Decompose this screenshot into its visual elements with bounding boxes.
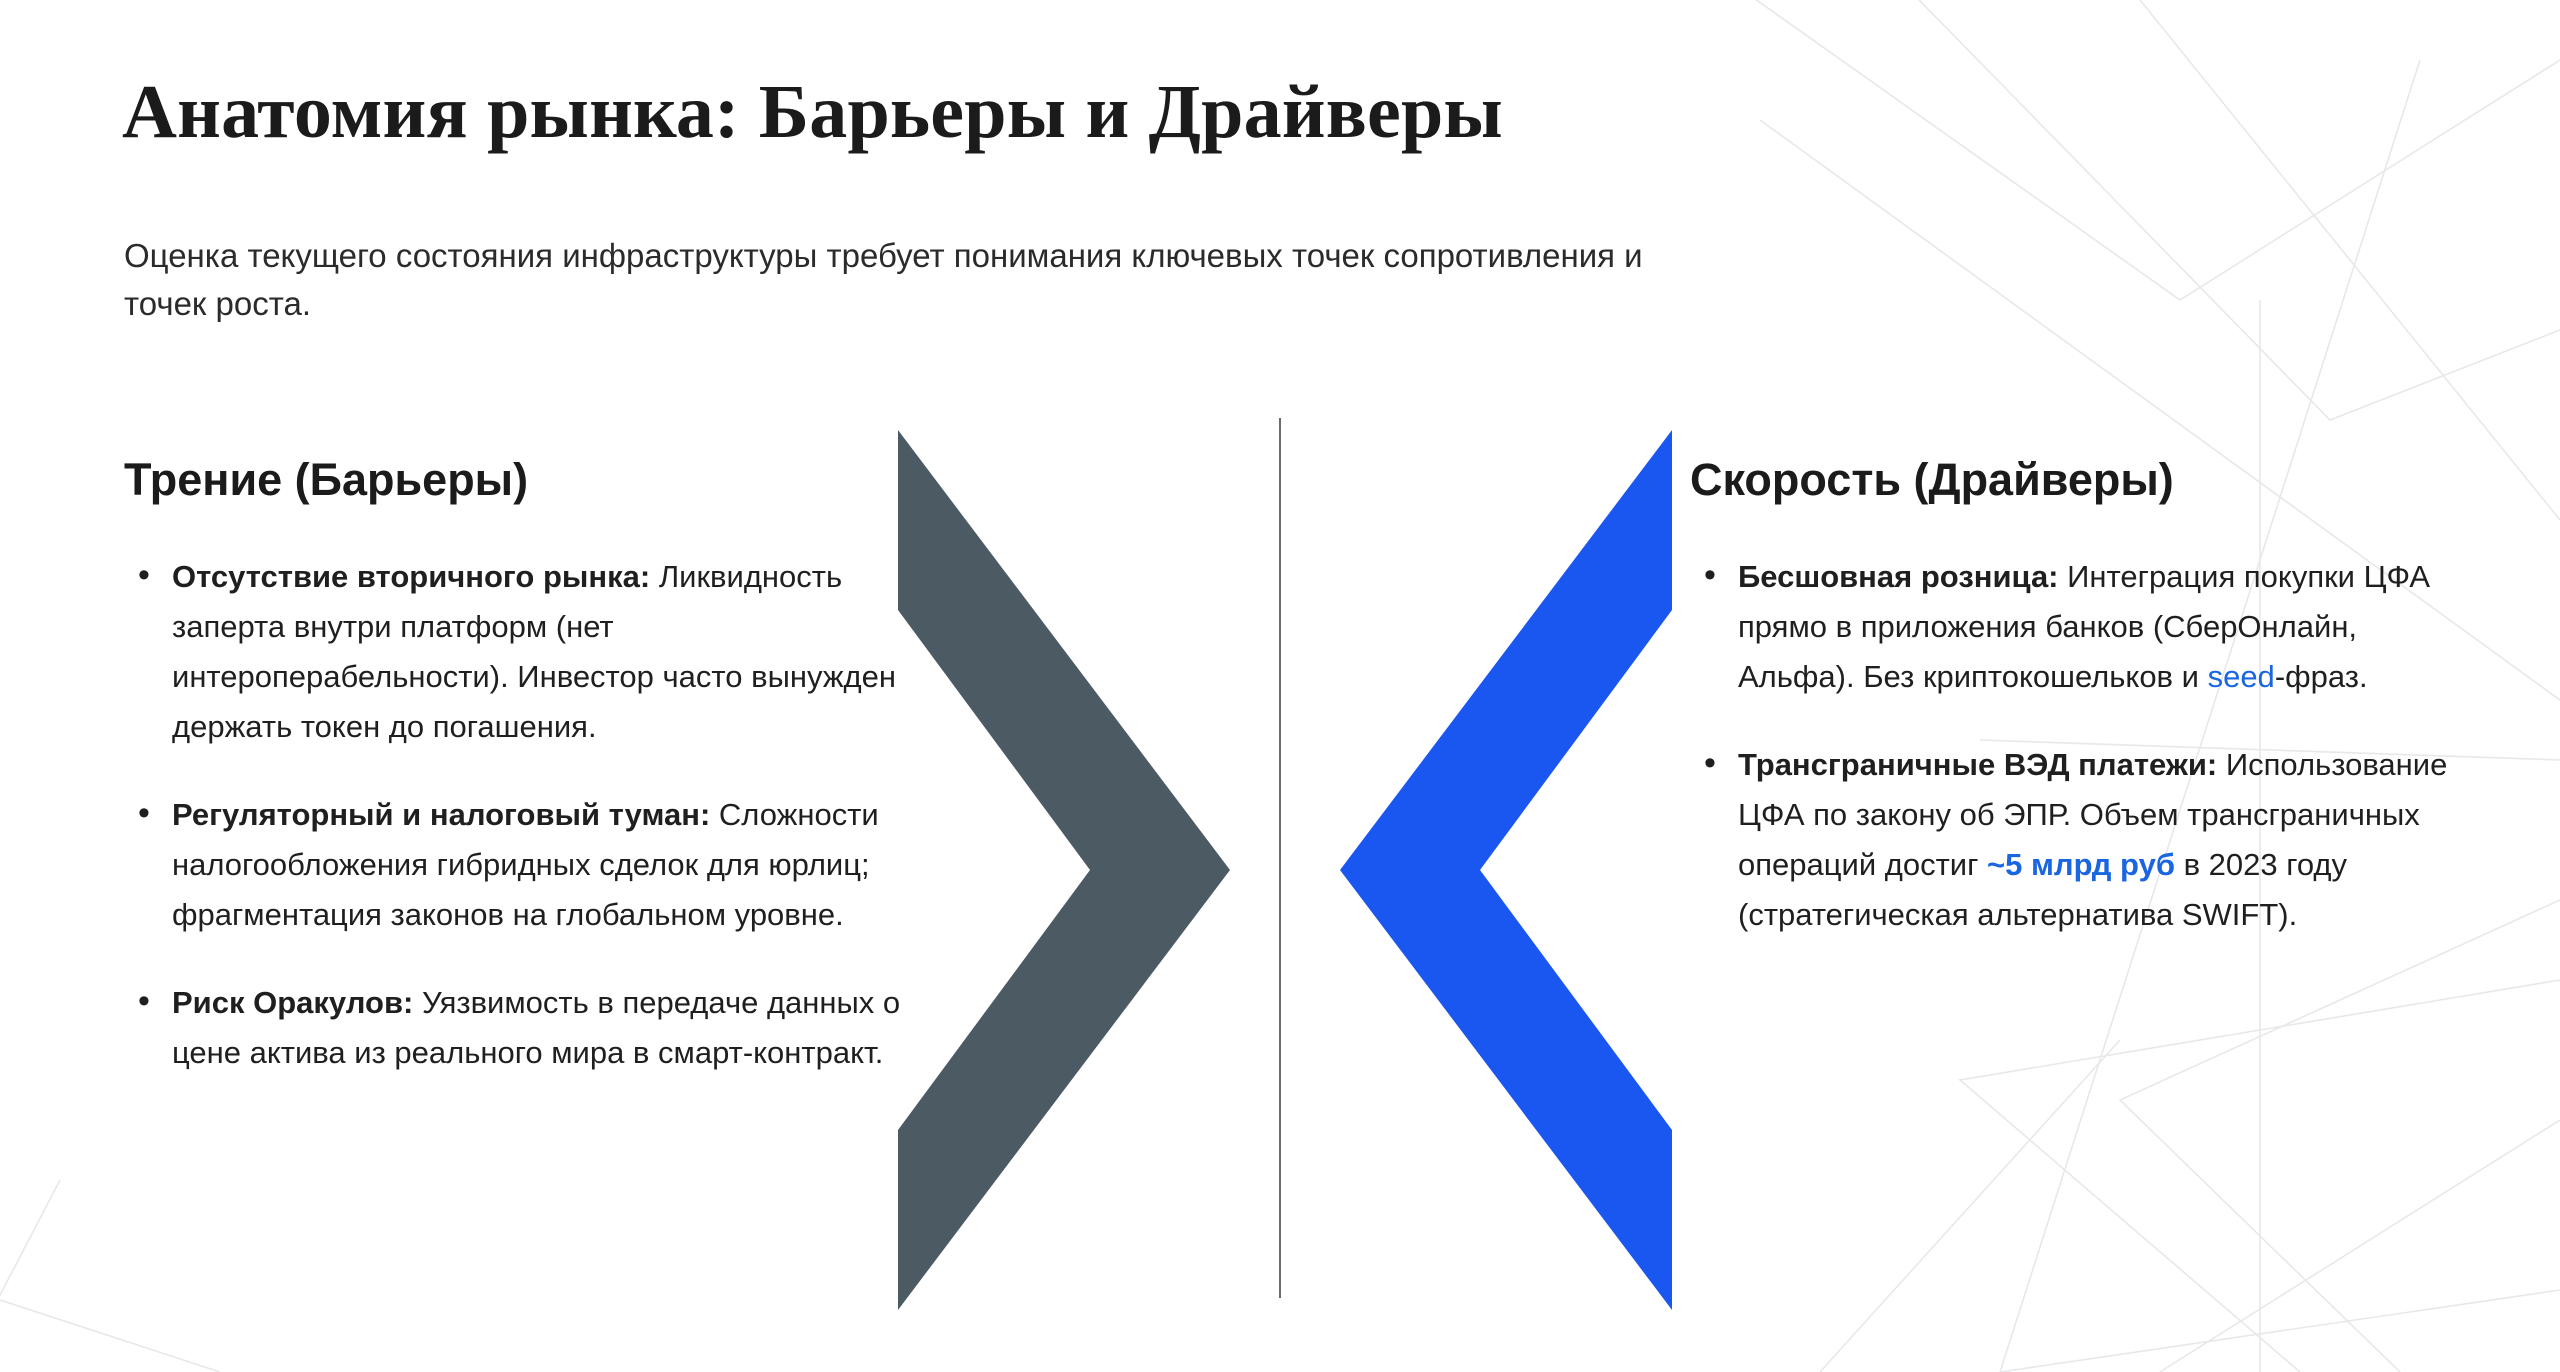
list-item (1690, 740, 2470, 940)
bullet-text-tail: в 2023 году (стратегическая альтернатива SWIFT). (1738, 847, 2348, 932)
bullet-text: Ликвидность заперта внутри платформ (нет интероперабельности). Инвестор часто вынужден держать токен до погашения. (172, 559, 897, 744)
list-item (1690, 552, 2470, 702)
bullet-term: Бесшовная розница: (1738, 559, 2059, 594)
bullet-text: Уязвимость в передаче данных о цене актива из реального мира в смарт-контракт. (172, 985, 901, 1070)
list-item (124, 552, 904, 752)
bullet-term: Регуляторный и налоговый туман: (172, 797, 711, 832)
bullet-term: Отсутствие вторичного рынка: (172, 559, 651, 594)
bullet-text: Использование ЦФА по закону об ЭПР. Объем трансграничных операций достиг (1738, 747, 2448, 882)
chevron-right-gray-icon (890, 430, 1270, 1310)
bullet-text: Интеграция покупки ЦФА прямо в приложения банков (СберОнлайн, Альфа). Без криптокошельков и (1738, 559, 2431, 694)
chevron-left-blue-icon (1300, 430, 1680, 1310)
friction-bullet-list (124, 552, 904, 1078)
slide-subtitle: Оценка текущего состояния инфраструктуры требует понимания ключевых точек сопротивления и точек роста. (124, 237, 1643, 322)
bullet-highlight-amount: ~5 млрд руб (1987, 847, 2175, 882)
bullet-highlight-seed: seed (2207, 659, 2275, 694)
bullet-text: Сложности налогообложения гибридных сделок для юрлиц; фрагментация законов на глобальном уровне. (172, 797, 879, 932)
bullet-text-tail: -фраз. (2274, 659, 2368, 694)
list-item (124, 790, 904, 940)
speed-bullet-list (1690, 552, 2470, 940)
speed-column-heading: Скорость (Драйверы) (1690, 454, 2174, 505)
friction-column (124, 452, 904, 1116)
bullet-term: Риск Оракулов: (172, 985, 414, 1020)
friction-column-heading: Трение (Барьеры) (124, 454, 529, 505)
bullet-term: Трансграничные ВЭД платежи: (1738, 747, 2218, 782)
page-title: Анатомия рынка: Барьеры и Драйверы (122, 70, 1503, 154)
column-divider (1279, 418, 1281, 1298)
speed-column (1690, 452, 2470, 978)
list-item (124, 978, 904, 1078)
